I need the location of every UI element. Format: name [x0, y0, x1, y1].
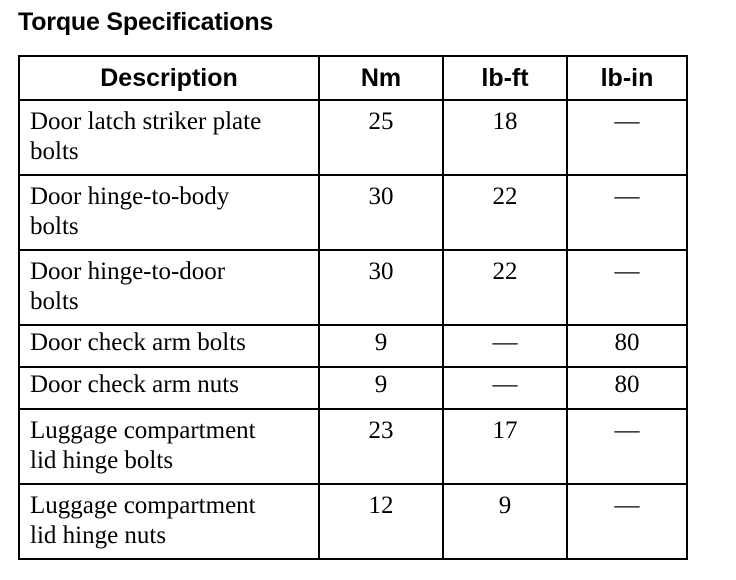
description-line: Door check arm nuts [30, 371, 239, 398]
description-line: Door hinge-to-body [30, 183, 230, 210]
nm-cell: 9 [319, 367, 443, 409]
table-row [19, 175, 687, 250]
table-row [19, 325, 687, 367]
description-cell [19, 484, 319, 559]
table-row [19, 484, 687, 559]
column-header-nm: Nm [319, 56, 443, 100]
lb-ft-cell: 9 [443, 484, 567, 559]
table-row [19, 409, 687, 484]
description-cell [19, 100, 319, 175]
lb-in-cell: 80 [567, 367, 687, 409]
nm-cell: 12 [319, 484, 443, 559]
description-line: Door latch striker plate [30, 108, 262, 135]
lb-in-cell: — [567, 175, 687, 250]
lb-in-cell: — [567, 409, 687, 484]
description-line: Luggage compartment [30, 417, 256, 444]
description-cell [19, 409, 319, 484]
table-header-row [19, 56, 687, 100]
lb-in-cell: — [567, 250, 687, 325]
nm-cell: 9 [319, 325, 443, 367]
nm-cell: 30 [319, 250, 443, 325]
description-line: lid hinge bolts [30, 447, 174, 474]
description-line: bolts [30, 213, 79, 240]
lb-ft-cell: — [443, 367, 567, 409]
column-header-lb-ft: lb-ft [443, 56, 567, 100]
description-line: Luggage compartment [30, 492, 256, 519]
lb-ft-cell: 17 [443, 409, 567, 484]
description-cell [19, 175, 319, 250]
description-line: bolts [30, 138, 79, 165]
lb-in-cell: — [567, 484, 687, 559]
lb-in-cell: — [567, 100, 687, 175]
lb-ft-cell: — [443, 325, 567, 367]
nm-cell: 30 [319, 175, 443, 250]
description-line: Door hinge-to-door [30, 258, 226, 285]
column-header-description: Description [19, 56, 319, 100]
description-cell [19, 367, 319, 409]
description-line: Door check arm bolts [30, 329, 246, 356]
column-header-lb-in: lb-in [567, 56, 687, 100]
lb-ft-cell: 22 [443, 175, 567, 250]
nm-cell: 23 [319, 409, 443, 484]
table-row [19, 367, 687, 409]
lb-ft-cell: 18 [443, 100, 567, 175]
description-line: bolts [30, 288, 79, 315]
page-title: Torque Specifications [18, 8, 274, 36]
description-line: lid hinge nuts [30, 522, 167, 549]
table-row [19, 100, 687, 175]
description-cell [19, 250, 319, 325]
lb-in-cell: 80 [567, 325, 687, 367]
nm-cell: 25 [319, 100, 443, 175]
torque-spec-table [18, 55, 688, 560]
description-cell [19, 325, 319, 367]
lb-ft-cell: 22 [443, 250, 567, 325]
table-row [19, 250, 687, 325]
